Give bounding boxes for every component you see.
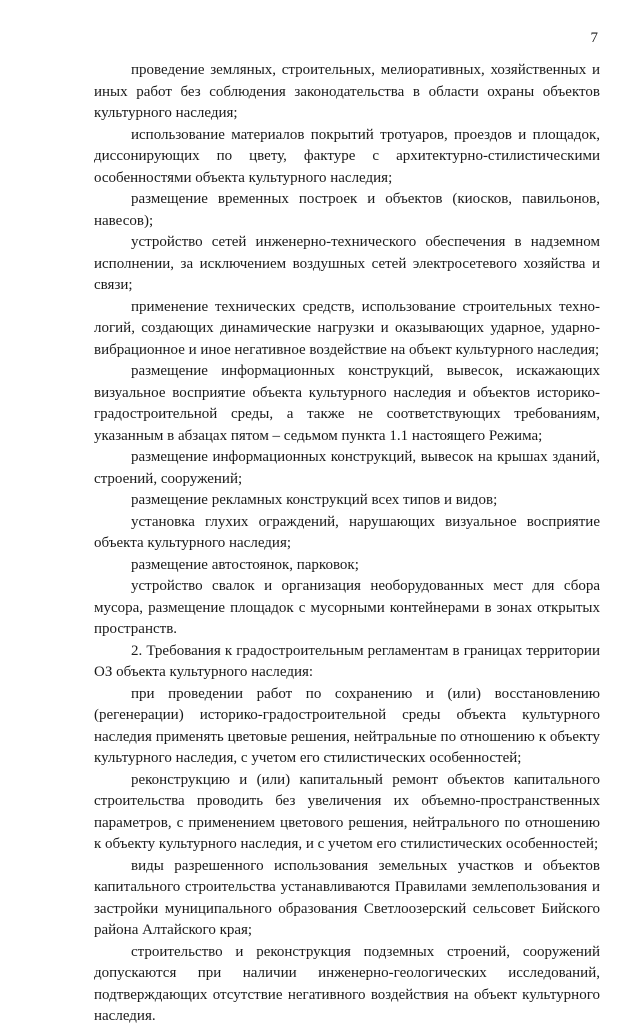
- paragraph-blind-fences: установка глухих ограждений, нарушающих визуальное восприятие объекта культурного наследия;: [94, 513, 600, 551]
- paragraph-technical-means: применение технических средств, использование строительных технологий, создающих динамические нагрузки и оказывающих ударное, ударно-вибрационное и иное негативное воздействие на объект культурного наследия;: [94, 298, 600, 358]
- paragraph-temporary-structures: размещение временных построек и объектов (киосков, павильонов, навесов);: [94, 191, 600, 229]
- paragraph-information-structures: размещение информационных конструкций, вывесок, искажающих визуальное восприятие объекта культурного наследия и объектов историко-градостроительной среды, а также не соответствующих требованиям, указанным в абзацах пятом – седьмом пункта 1.1 настоящего Режима;: [94, 363, 600, 444]
- paragraph-color-solutions: при проведении работ по сохранению и (или) восстановлению (регенерации) историко-градостроительной среды объекта культурного наследия применять цветовые решения, нейтральные по отношению к объекту культурного наследия, с учетом его стилистических особенностей;: [94, 685, 600, 766]
- paragraph-advertising: размещение рекламных конструкций всех типов и видов;: [131, 492, 498, 508]
- paragraph-reconstruction: реконструкцию и (или) капитальный ремонт объектов капитального строительства проводить без увеличения их объемно-пространственных параметров, с применением цветового решения, нейтрального по отношению к объекту культурного наследия, и с учетом его стилистических особенностей;: [94, 771, 600, 852]
- paragraph-dumps: устройство свалок и организация необорудованных мест для сбора мусора, размещение площадок с мусорными контейнерами в зонах открытых пространств.: [94, 578, 600, 637]
- paragraph-underground-construction: строительство и реконструкция подземных строений, сооружений допускаются при наличии инженерно-геологических исследований, подтверждающих отсутствие негативного воздействия на объект культурного наследия.: [94, 943, 600, 1024]
- document-body: [94, 60, 600, 1028]
- paragraph-permitted-use: виды разрешенного использования земельных участков и объектов капитального строительства устанавливаются Правилами землепользования и застройки муниципального образования Светлоозерский сельсовет Бийского района Алтайского края;: [94, 857, 600, 938]
- paragraph-pavement-materials: использование материалов покрытий тротуаров, проездов и площадок, диссонирующих по цвету, фактуре с архитектурно-стилистическими особенностями объекта культурного наследия;: [94, 126, 600, 186]
- paragraph-engineering-networks: устройство сетей инженерно-технического обеспечения в надземном исполнении, за исключением воздушных сетей электросетевого хозяйства и связи;: [94, 234, 600, 293]
- paragraph-section-2-heading: 2. Требования к градостроительным регламентам в границах территории ОЗ объекта культурного наследия:: [94, 642, 600, 680]
- page-number: 7: [590, 30, 598, 46]
- paragraph-parking: размещение автостоянок, парковок;: [131, 556, 359, 573]
- paragraph-roof-signs: размещение информационных конструкций, вывесок на крышах зданий, строений, сооружений;: [94, 449, 600, 487]
- paragraph-earthworks: проведение земляных, строительных, мелиоративных, хозяйственных и иных работ без соблюдения законодательства в области охраны объектов культурного наследия;: [94, 62, 600, 121]
